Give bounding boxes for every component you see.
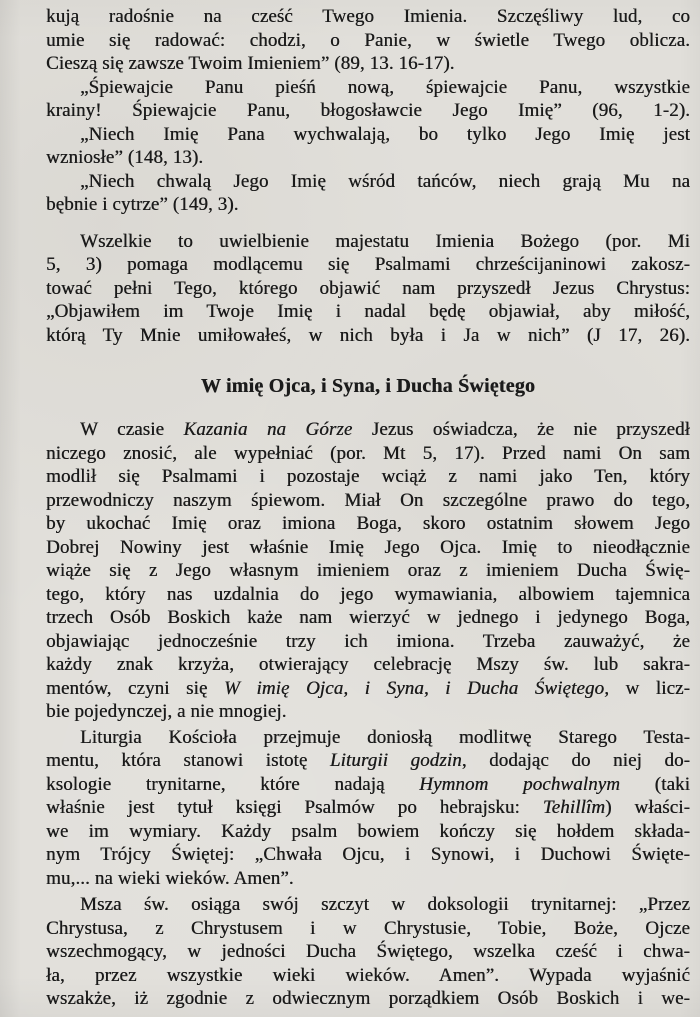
text-line: Liturgia Kościoła przejmuje doniosłą modlitwę Starego Testa- xyxy=(80,726,690,748)
italic-phrase: Liturgii godzin xyxy=(329,750,462,771)
paragraph xyxy=(46,170,690,217)
text-line: ksologie trynitarne, które nadają Hymnom pochwalnym (taki xyxy=(46,773,690,795)
text-line: bie pojedynczej, a nie mnogiej. xyxy=(46,701,287,722)
paragraph xyxy=(46,5,690,76)
text-line: Dobrej Nowiny jest właśnie Imię Jego Ojca. Imię to nieodłącznie xyxy=(46,536,690,558)
text-line: wszakże, iż zgodnie z odwiecznym porządkiem Osób Boskich i we- xyxy=(46,988,690,1009)
chapter-heading: W imię Ojca, i Syna, i Ducha Świętego xyxy=(200,375,536,397)
text-section-before-heading xyxy=(46,5,690,347)
italic-phrase: W imię Ojca, i Syna, i Ducha Świętego, xyxy=(223,677,609,699)
text-line: 5, 3) pomaga modlącemu się Psalmami chrześcijaninowi zakosz- xyxy=(46,254,690,275)
text-line: „Objawiłem im Twoje Imię i nadal będę objawiał, aby miłość, xyxy=(46,301,690,322)
text-line: W czasie Kazania na Górze Jezus oświadcza, że nie przyszedł xyxy=(80,419,690,440)
paragraph xyxy=(46,726,690,891)
text-section-after-heading xyxy=(46,418,690,1011)
text-line: modlił się Psalmami i pozostaje wciąż z nami jako Ten, który xyxy=(46,466,690,487)
text-line: właśnie jest tytuł księgi Psalmów po hebrajsku: Tehillîm) właści- xyxy=(46,797,690,818)
text-line: wszechmogący, w jedności Ducha Świętego, wszelka cześć i chwa- xyxy=(46,941,690,962)
text-line: mentów, czyni się W imię Ojca, i Syna, i Ducha Świętego, w licz- xyxy=(46,677,690,699)
text-line: Wszelkie to uwielbienie majestatu Imienia Bożego (por. Mi xyxy=(80,230,690,252)
text-line: którą Ty Mnie umiłowałeś, w nich była i Ja w nich” (J 17, 26). xyxy=(46,324,690,346)
text-line: wiąże się z Jego własnym imieniem oraz z imieniem Ducha Świę- xyxy=(46,560,690,581)
italic-phrase: Kazania na Górze xyxy=(183,419,353,440)
text-line: we im wymiary. Każdy psalm bowiem kończy się hołdem składa- xyxy=(46,820,690,842)
text-line: „Niech chwalą Jego Imię wśród tańców, niech grają Mu na xyxy=(80,170,690,192)
text-line: wzniosłe” (148, 13). xyxy=(46,147,204,168)
paragraph xyxy=(46,76,690,123)
text-line: „Niech Imię Pana wychwalają, bo tylko Jego Imię jest xyxy=(80,123,690,145)
text-line: krainy! Śpiewajcie Panu, błogosławcie Jego Imię” (96, 1-2). xyxy=(46,100,690,121)
text-line: kują radośnie na cześć Twego Imienia. Szczęśliwy lud, co xyxy=(46,6,690,27)
text-line: umie się radować: chodzi, o Panie, w świetle Twego oblicza. xyxy=(46,29,690,51)
paragraph xyxy=(46,230,690,348)
text-line: mu,... na wieki wieków. Amen”. xyxy=(46,867,294,889)
text-line: Cieszą się zawsze Twoim Imieniem” (89, 13. 16-17). xyxy=(46,53,455,74)
text-line: objawiając jednocześnie trzy ich imiona. Trzeba zauważyć, że xyxy=(46,630,690,652)
italic-phrase: Hymnom pochwalnym xyxy=(419,773,621,795)
paragraph xyxy=(46,893,690,1011)
text-line: Chrystusa, z Chrystusem i w Chrystusie, Tobie, Boże, Ojcze xyxy=(46,917,690,939)
text-line: mentu, która stanowi istotę Liturgii godzin, dodając do niej do- xyxy=(46,750,690,771)
text-line: tego, który nas uzdalnia do jego wymawiania, albowiem tajemnica xyxy=(46,583,690,605)
text-line: ła, przez wszystkie wieki wieków. Amen”. Wypada wyjaśnić xyxy=(46,964,690,986)
text-line: bębnie i cytrze” (149, 3). xyxy=(46,194,239,215)
italic-phrase: Tehillîm xyxy=(542,797,606,818)
text-line: „Śpiewajcie Panu pieśń nową, śpiewajcie Panu, wszystkie xyxy=(80,76,690,98)
text-line: trzech Osób Boskich każe nam wierzyć w jednego i jedynego Boga, xyxy=(46,607,690,628)
text-line: by ukochać Imię oraz imiona Boga, skoro ostatnim słowem Jego xyxy=(46,513,690,534)
text-line: każdy znak krzyża, otwierający celebrację Mszy św. lub sakra- xyxy=(46,654,690,675)
paragraph xyxy=(46,418,690,724)
text-line: tować pełni Tego, którego objawić nam przyszedł Jezus Chrystus: xyxy=(46,277,690,299)
paragraph xyxy=(46,123,690,170)
text-line: niczego znosić, ale wypełniać (por. Mt 5, 17). Przed nami On sam xyxy=(46,442,690,464)
text-line: Msza św. osiąga swój szczyt w doksologii trynitarnej: „Przez xyxy=(80,894,690,915)
text-line: nym Trójcy Świętej: „Chwała Ojcu, i Synowi, i Duchowi Święte- xyxy=(46,844,690,865)
text-line: przewodniczy naszym śpiewom. Miał On szczególne prawo do tego, xyxy=(46,489,690,511)
